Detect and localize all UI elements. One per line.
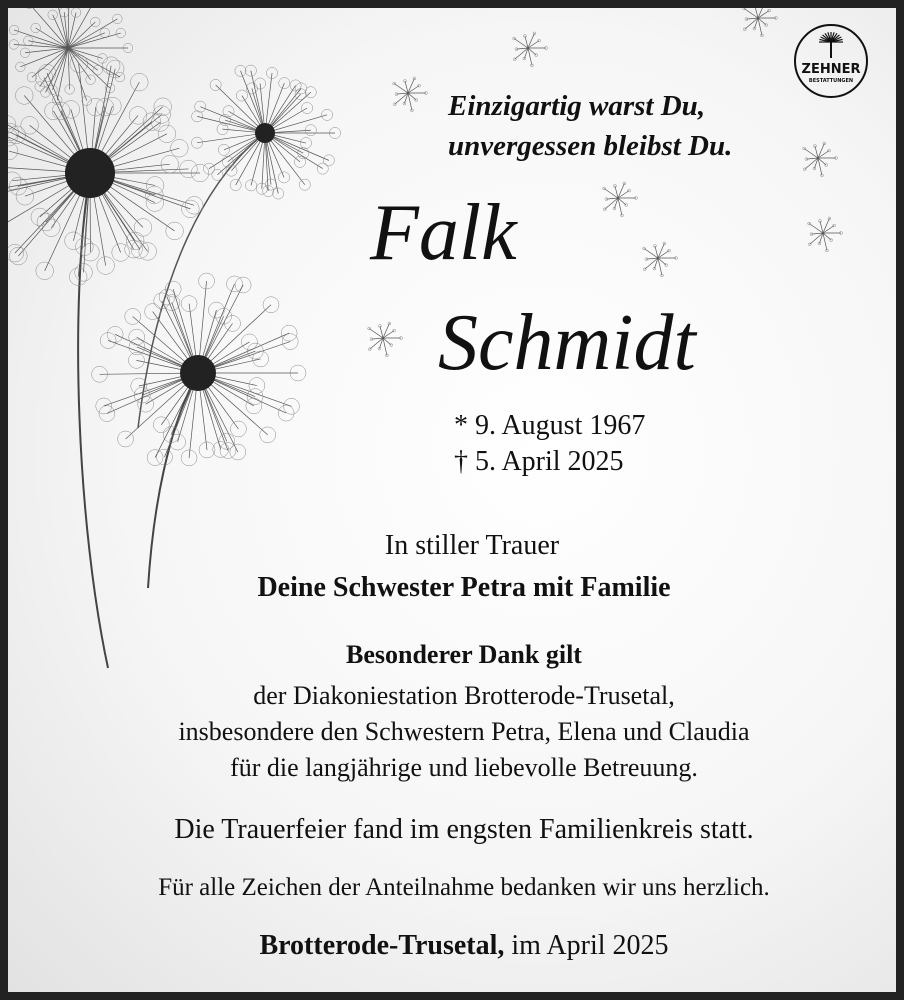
last-name: Schmidt (438, 299, 696, 387)
place: Brotterode-Trusetal, (259, 930, 505, 961)
motto (448, 86, 732, 166)
obituary-notice (8, 8, 896, 992)
dandelion-logo-icon (796, 26, 866, 62)
thanks-line: für die langjährige und liebevolle Betreuung. (230, 753, 698, 782)
thanks-line: der Diakoniestation Brotterode-Trusetal, (253, 681, 675, 710)
thanks-line: insbesondere den Schwestern Petra, Elena und Claudia (178, 717, 750, 746)
floating-seed (803, 142, 838, 177)
dandelion-small (191, 65, 340, 199)
gratitude-note: Für alle Zeichen der Anteilnahme bedanken wir uns herzlich. (158, 874, 770, 901)
motto-line: unvergessen bleibst Du. (448, 130, 733, 162)
thanks-heading: Besonderer Dank gilt (346, 640, 582, 669)
dandelion-large (8, 55, 209, 286)
logo-name: ZEHNER (801, 62, 861, 77)
death-date: † 5. April 2025 (454, 446, 624, 477)
floating-seed (643, 242, 678, 277)
motto-line: Einzigartig warst Du, (448, 90, 706, 122)
floating-seed (603, 182, 638, 217)
life-dates (454, 408, 645, 480)
place-date (20, 930, 896, 962)
dandelion-seedhead (9, 8, 133, 105)
date: im April 2025 (511, 930, 669, 961)
dandelion-medium (92, 273, 306, 466)
birth-date: * 9. August 1967 (454, 410, 646, 441)
floating-seed (743, 8, 778, 37)
logo-subtitle: BESTATTUNGEN (808, 78, 854, 84)
mourners-intro: In stiller Trauer (384, 530, 560, 561)
funeral-home-logo (794, 24, 868, 98)
floating-seed (808, 217, 843, 252)
floating-seed (513, 32, 548, 67)
funeral-note: Die Trauerfeier fand im engsten Familienkreis statt. (174, 814, 754, 845)
floating-seed (393, 77, 428, 112)
floating-seed (368, 322, 403, 357)
mourners-names: Deine Schwester Petra mit Familie (257, 572, 671, 603)
thanks-body (20, 678, 896, 786)
first-name: Falk (370, 189, 517, 277)
